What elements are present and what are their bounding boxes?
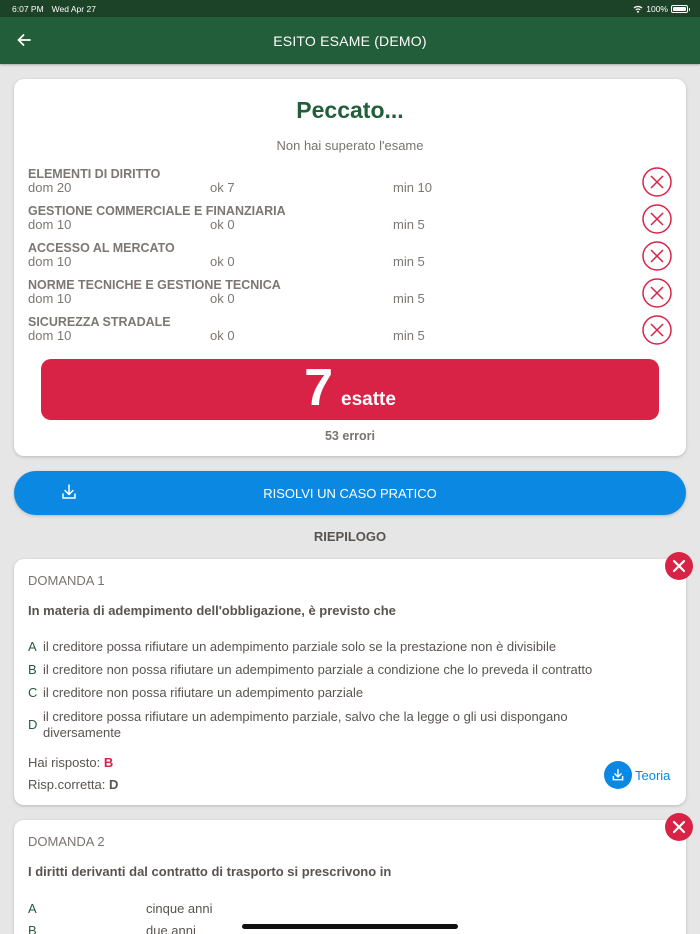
correct-answer-label: Risp.corretta: <box>28 777 106 792</box>
subject-questions: dom 10 <box>28 254 72 269</box>
subject-correct: ok 7 <box>210 180 235 195</box>
home-indicator[interactable] <box>242 924 458 929</box>
battery-percent: 100% <box>646 3 668 14</box>
subject-name: SICUREZZA STRADALE <box>28 315 171 329</box>
question-text: In materia di adempimento dell'obbligazione, è previsto che <box>28 603 396 618</box>
status-time: 6:07 PM <box>12 3 44 14</box>
answer-option <box>28 901 648 917</box>
theory-label: Teoria <box>635 767 671 783</box>
back-button[interactable] <box>12 28 36 52</box>
result-title: Peccato... <box>296 97 404 123</box>
answer-letter: A <box>28 901 37 916</box>
answer-option <box>28 662 648 678</box>
answer-option <box>28 639 648 655</box>
download-icon <box>604 761 632 789</box>
errors-count: 53 errori <box>324 429 376 443</box>
result-card <box>14 79 686 456</box>
app-bar <box>0 17 700 64</box>
subject-questions: dom 10 <box>28 291 72 306</box>
answer-text: cinque anni <box>146 901 213 916</box>
score-value: 7 <box>304 359 333 417</box>
subject-minimum: min 5 <box>393 328 425 343</box>
given-answer-label: Hai risposto: <box>28 755 101 770</box>
theory-button[interactable] <box>604 761 670 789</box>
subject-row <box>28 278 668 315</box>
fail-circle-icon <box>642 278 672 308</box>
subject-correct: ok 0 <box>210 328 235 343</box>
subject-correct: ok 0 <box>210 291 235 306</box>
correct-answer-value: D <box>108 777 119 792</box>
answer-text: il creditore possa rifiutare un adempimento parziale, salvo che la legge o gli usi dispongano diversamente <box>43 709 568 740</box>
subject-row <box>28 167 668 204</box>
correct-answer <box>28 777 118 792</box>
answer-letter: D <box>28 717 38 732</box>
wifi-icon <box>633 5 643 13</box>
answer-option <box>28 685 648 701</box>
download-icon <box>60 483 78 501</box>
subject-minimum: min 5 <box>393 254 425 269</box>
subject-row <box>28 241 668 278</box>
answer-letter: B <box>28 662 37 677</box>
close-icon <box>672 820 686 834</box>
subject-row <box>28 204 668 241</box>
practical-case-button[interactable] <box>14 471 686 515</box>
subject-correct: ok 0 <box>210 254 235 269</box>
battery-icon <box>671 5 688 13</box>
answer-text: due anni <box>146 923 196 934</box>
answer-text: il creditore non possa rifiutare un adempimento parziale <box>43 685 364 700</box>
answer-letter: A <box>28 639 37 654</box>
answer-letter: C <box>28 685 38 700</box>
summary-title: RIEPILOGO <box>313 529 387 544</box>
given-answer <box>28 755 113 770</box>
wrong-answer-badge <box>665 552 693 580</box>
question-text: I diritti derivanti dal contratto di trasporto si prescrivono in <box>28 864 392 879</box>
status-bar <box>0 0 700 17</box>
subject-minimum: min 5 <box>393 291 425 306</box>
answer-letter: B <box>28 923 37 934</box>
given-answer-value: B <box>103 755 114 770</box>
result-subtitle: Non hai superato l'esame <box>276 138 424 153</box>
subject-name: NORME TECNICHE E GESTIONE TECNICA <box>28 278 281 292</box>
score-box <box>41 359 659 420</box>
subject-name: ACCESSO AL MERCATO <box>28 241 175 255</box>
subject-name: GESTIONE COMMERCIALE E FINANZIARIA <box>28 204 286 218</box>
answer-text: il creditore non possa rifiutare un adempimento parziale a condizione che lo preveda il contratto <box>43 662 593 677</box>
fail-circle-icon <box>642 241 672 271</box>
answer-option <box>28 709 608 741</box>
question-number: DOMANDA 1 <box>28 573 105 588</box>
subject-name: ELEMENTI DI DIRITTO <box>28 167 161 181</box>
subject-row <box>28 315 668 352</box>
arrow-left-icon <box>16 32 32 48</box>
subject-minimum: min 10 <box>393 180 433 195</box>
page-title: ESITO ESAME (DEMO) <box>273 32 427 49</box>
subject-questions: dom 20 <box>28 180 72 195</box>
fail-circle-icon <box>642 167 672 197</box>
wrong-answer-badge <box>665 813 693 841</box>
status-date: Wed Apr 27 <box>51 3 96 14</box>
fail-circle-icon <box>642 204 672 234</box>
question-card <box>14 559 686 805</box>
subject-questions: dom 10 <box>28 217 72 232</box>
fail-circle-icon <box>642 315 672 345</box>
practical-case-label: RISOLVI UN CASO PRATICO <box>263 485 437 501</box>
question-number: DOMANDA 2 <box>28 834 105 849</box>
subject-questions: dom 10 <box>28 328 72 343</box>
score-label: esatte <box>341 389 396 410</box>
question-card <box>14 820 686 934</box>
subject-correct: ok 0 <box>210 217 235 232</box>
subject-minimum: min 5 <box>393 217 425 232</box>
close-icon <box>672 559 686 573</box>
answer-text: il creditore possa rifiutare un adempimento parziale solo se la prestazione non è divisibile <box>43 639 557 654</box>
